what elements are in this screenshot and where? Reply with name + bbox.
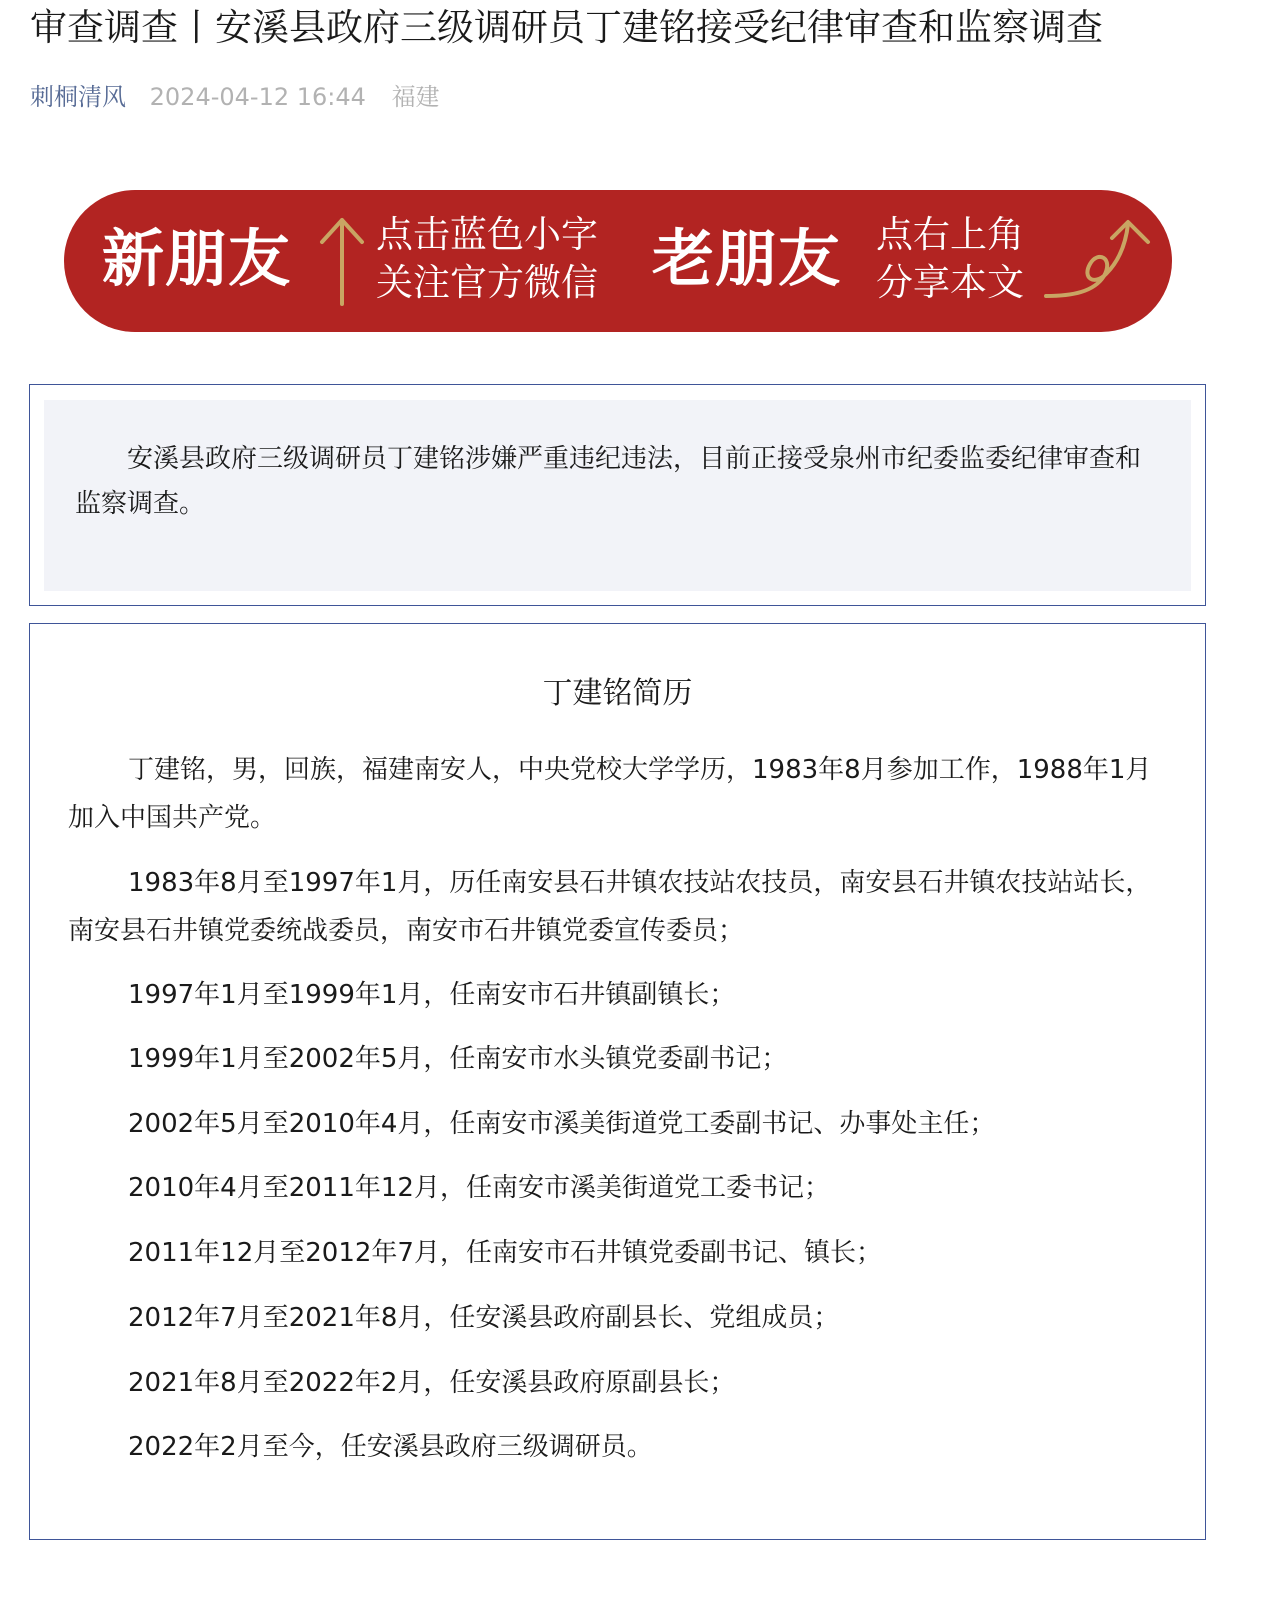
article-title: 审查调查丨安溪县政府三级调研员丁建铭接受纪律审查和监察调查 bbox=[30, 6, 1103, 49]
author-link[interactable]: 刺桐清风 bbox=[30, 83, 126, 111]
old-friend-line2: 分享本文 bbox=[876, 261, 1024, 304]
resume-entry: 2012年7月至2021年8月，任安溪县政府副县长、党组成员； bbox=[128, 1303, 840, 1333]
resume-box bbox=[29, 623, 1206, 1540]
resume-entry: 2011年12月至2012年7月，任南安市石井镇党委副书记、镇长； bbox=[128, 1238, 882, 1268]
arrow-up-icon bbox=[318, 216, 366, 308]
resume-entry: 2021年8月至2022年2月，任安溪县政府原副县长； bbox=[128, 1368, 736, 1398]
resume-entry: 2010年4月至2011年12月，任南安市溪美街道党工委书记； bbox=[128, 1173, 830, 1203]
resume-intro: 丁建铭，男，回族，福建南安人，中央党校大学学历，1983年8月参加工作，1988年1月加入中国共产党。 bbox=[68, 755, 1152, 833]
resume-entry: 1999年1月至2002年5月，任南安市水头镇党委副书记； bbox=[128, 1044, 788, 1074]
old-friend-label: 老朋友 bbox=[652, 222, 842, 295]
publish-time: 2024-04-12 16:44 bbox=[149, 83, 366, 111]
summary-box bbox=[29, 384, 1206, 606]
new-friend-line1: 点击蓝色小字 bbox=[376, 213, 598, 256]
new-friend-line2: 关注官方微信 bbox=[376, 261, 598, 304]
curly-arrow-share-icon bbox=[1042, 212, 1158, 308]
resume-entry: 1997年1月至1999年1月，任南安市石井镇副镇长； bbox=[128, 980, 736, 1010]
resume-heading: 丁建铭简历 bbox=[542, 676, 693, 711]
article-meta bbox=[30, 80, 440, 114]
resume-entry: 1983年8月至1997年1月，历任南安县石井镇农技站农技员，南安县石井镇农技站站长，南安县石井镇党委统战委员，南安市石井镇党委宣传委员； bbox=[68, 868, 1152, 946]
publish-location: 福建 bbox=[391, 83, 440, 111]
old-friend-line1: 点右上角 bbox=[876, 213, 1024, 256]
resume-entry: 2002年5月至2010年4月，任南安市溪美街道党工委副书记、办事处主任； bbox=[128, 1109, 996, 1139]
new-friend-label: 新朋友 bbox=[102, 222, 292, 295]
summary-text: 安溪县政府三级调研员丁建铭涉嫌严重违纪违法，目前正接受泉州市纪委监委纪律审查和监察调查。 bbox=[75, 444, 1142, 519]
follow-share-banner bbox=[64, 190, 1172, 332]
resume-entry: 2022年2月至今，任安溪县政府三级调研员。 bbox=[128, 1432, 653, 1462]
